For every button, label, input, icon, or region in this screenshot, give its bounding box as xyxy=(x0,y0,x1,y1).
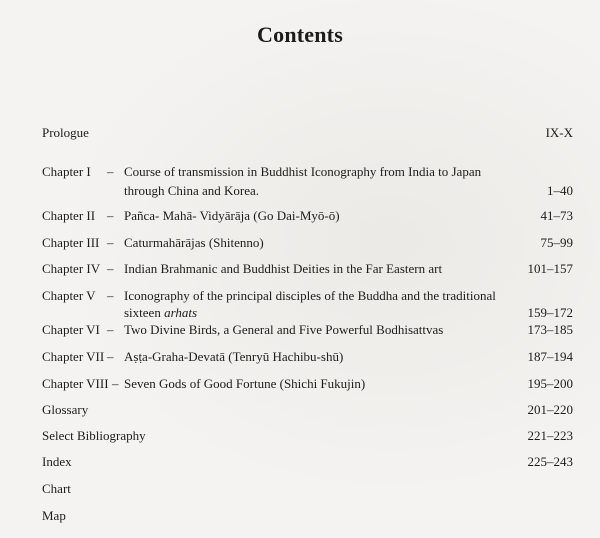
toc-entry-title: Seven Gods of Good Fortune (Shichi Fukujin) xyxy=(124,376,366,391)
toc-label: Map xyxy=(42,508,66,523)
toc-entry-title xyxy=(124,163,509,199)
toc-pages: 41–73 xyxy=(540,208,573,223)
toc-dash: – xyxy=(112,376,119,391)
toc-pages: 173–185 xyxy=(527,322,573,337)
toc-entry-line xyxy=(124,304,509,321)
toc-entry-line: Iconography of the principal disciples of the Buddha and the traditional xyxy=(124,288,496,303)
toc-dash: – xyxy=(107,235,114,250)
toc-pages: 225–243 xyxy=(527,454,573,469)
toc-entry-text: sixteen xyxy=(124,305,165,320)
toc-entry-title: Caturmahārājas (Shitenno) xyxy=(124,235,264,250)
toc-pages: 159–172 xyxy=(527,305,573,320)
toc-label: Index xyxy=(42,454,72,469)
toc-entry-title: Pañca- Mahā- Vidyārāja (Go Dai-Myō-ō) xyxy=(124,208,340,223)
page-title: Contents xyxy=(257,22,343,47)
toc-dash: – xyxy=(107,322,114,337)
toc-label: Prologue xyxy=(42,125,89,140)
toc-dash: – xyxy=(107,208,114,223)
toc-entry-title: Two Divine Birds, a General and Five Powerful Bodhisattvas xyxy=(124,322,444,337)
toc-label: Chapter II xyxy=(42,208,96,223)
toc-label: Chapter I xyxy=(42,164,91,179)
toc-label: Chapter VIII xyxy=(42,376,109,391)
toc-pages: 101–157 xyxy=(527,261,573,276)
toc-entry-line: through China and Korea. xyxy=(124,183,260,198)
toc-label: Chapter IV xyxy=(42,261,101,276)
toc-entry-title: Aṣṭa-Graha-Devatā (Tenryū Hachibu-shū) xyxy=(124,349,344,364)
toc-pages: 187–194 xyxy=(527,349,573,364)
toc-entry-title: Indian Brahmanic and Buddhist Deities in the Far Eastern art xyxy=(124,261,443,276)
toc-entry-line: Course of transmission in Buddhist Iconography from India to Japan xyxy=(124,164,482,179)
toc-pages: 195–200 xyxy=(527,376,573,391)
toc-label: Glossary xyxy=(42,402,89,417)
toc-pages: 1–40 xyxy=(547,183,573,198)
toc-dash: – xyxy=(107,288,114,303)
toc-dash: – xyxy=(107,164,114,179)
toc-pages: 221–223 xyxy=(527,428,573,443)
toc-dash: – xyxy=(107,349,114,364)
toc-dash: – xyxy=(107,261,114,276)
toc-label: Chapter VI xyxy=(42,322,100,337)
toc-entry-title xyxy=(124,287,509,321)
toc-label: Chart xyxy=(42,481,71,496)
toc-pages: 75–99 xyxy=(540,235,573,250)
toc-label: Select Bibliography xyxy=(42,428,146,443)
toc-label: Chapter V xyxy=(42,288,96,303)
toc-entry-italic-term: arhats xyxy=(164,305,198,320)
toc-pages: 201–220 xyxy=(527,402,573,417)
toc-label: Chapter III xyxy=(42,235,100,250)
toc-pages: IX-X xyxy=(545,125,573,140)
toc-label: Chapter VII xyxy=(42,349,105,364)
